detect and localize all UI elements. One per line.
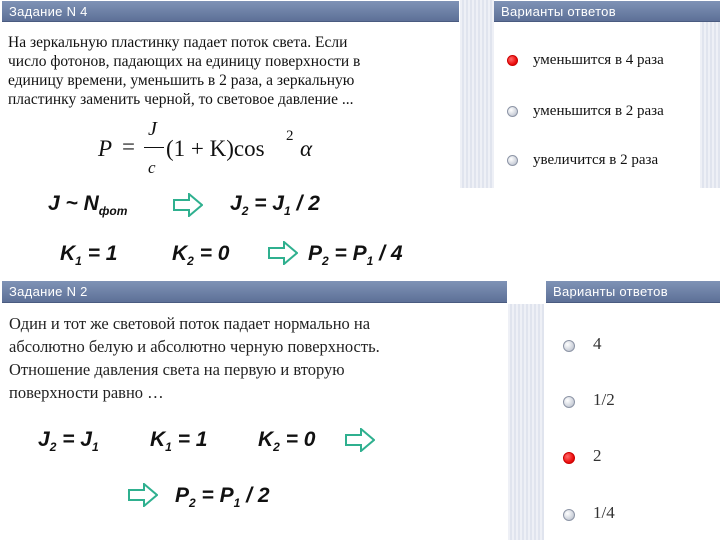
formula-lhs: P bbox=[98, 136, 113, 161]
task2-answers-header: Варианты ответов bbox=[546, 281, 720, 303]
solution1-proportionality: J ~ $N_{фот}$ bbox=[48, 192, 128, 219]
option-radio[interactable] bbox=[563, 509, 575, 521]
solution2-result: $P_2 = P_1 / 2$ bbox=[175, 484, 270, 511]
solution2-k2: $K_2 = 0$ bbox=[258, 428, 316, 455]
option-label[interactable]: 4 bbox=[593, 334, 602, 353]
solution1-result: $P_2 = P_1 / 4$ bbox=[308, 242, 403, 269]
question-line: пластинку заменить черной, то световое давление ... bbox=[8, 91, 354, 108]
option-label[interactable]: 1/2 bbox=[593, 390, 615, 409]
question-line: Отношение давления света на первую и вторую bbox=[9, 360, 345, 379]
task1-header: Задание N 4 bbox=[2, 1, 459, 22]
question-line: На зеркальную пластинку падает поток света. Если bbox=[8, 34, 348, 51]
question-line: поверхности равно … bbox=[9, 383, 164, 402]
formula-equals: = bbox=[122, 134, 135, 159]
option-radio[interactable] bbox=[507, 106, 518, 117]
question-line: единицу времени, уменьшить в 2 раза, а зеркальную bbox=[8, 72, 355, 89]
option-radio[interactable] bbox=[563, 396, 575, 408]
task2-header: Задание N 2 bbox=[2, 281, 507, 303]
question-line: абсолютно белую и абсолютно черную поверхность. bbox=[9, 337, 380, 356]
task1-answers-header: Варианты ответов bbox=[494, 1, 720, 22]
task2-background-stripes bbox=[508, 304, 544, 540]
fraction-bar bbox=[144, 147, 164, 148]
option-radio[interactable] bbox=[563, 340, 575, 352]
task1-question bbox=[8, 33, 458, 109]
question-line: число фотонов, падающих на единицу поверхности в bbox=[8, 53, 361, 70]
arrow-icon bbox=[173, 193, 203, 217]
option-radio[interactable] bbox=[507, 155, 518, 166]
option-label[interactable]: уменьшится в 4 раза bbox=[533, 52, 664, 68]
formula-angle: α bbox=[300, 136, 313, 161]
solution2-flux-equal: $J_2 = J_1$ bbox=[38, 428, 99, 455]
formula-body: (1 + K)cos bbox=[166, 136, 265, 161]
option-radio[interactable] bbox=[563, 452, 575, 464]
solution2-k1: $K_1 = 1$ bbox=[150, 428, 208, 455]
arrow-icon bbox=[268, 241, 298, 265]
option-radio[interactable] bbox=[507, 55, 518, 66]
pressure-formula bbox=[98, 118, 338, 182]
question-line: Один и тот же световой поток падает нормально на bbox=[9, 314, 371, 333]
task2-question bbox=[9, 312, 504, 404]
option-label[interactable]: уменьшится в 2 раза bbox=[533, 103, 664, 119]
solution1-flux-relation: $J_2 = J_1 / 2$ bbox=[230, 192, 320, 219]
formula-exponent: 2 bbox=[286, 128, 294, 144]
option-label[interactable]: увеличится в 2 раза bbox=[533, 152, 659, 168]
arrow-icon bbox=[345, 428, 375, 452]
option-label[interactable]: 1/4 bbox=[593, 503, 615, 522]
formula-denominator: c bbox=[148, 158, 156, 177]
solution1-k2: $K_2 = 0$ bbox=[172, 242, 230, 269]
formula-numerator: J bbox=[148, 118, 157, 140]
solution1-k1: $K_1 = 1$ bbox=[60, 242, 118, 269]
task1-answers-stripes bbox=[700, 22, 720, 188]
task1-background-stripes bbox=[460, 0, 494, 188]
option-label[interactable]: 2 bbox=[593, 446, 602, 465]
arrow-icon bbox=[128, 483, 158, 507]
